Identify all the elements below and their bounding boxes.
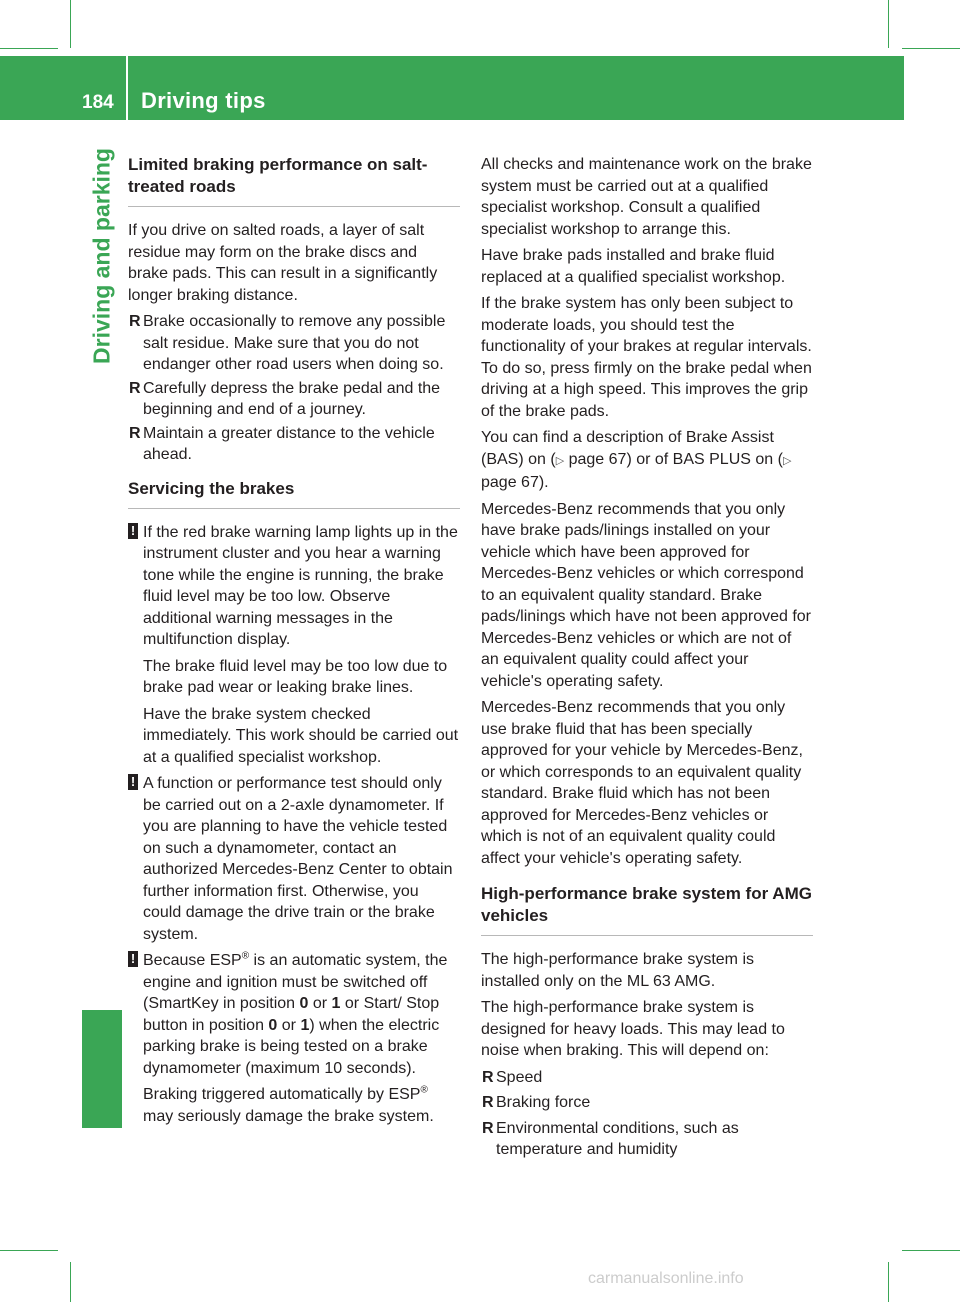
paragraph: A function or performance test should only be carried out on a 2-axle dynamometer. If you are planning to have the vehicle tested on such a dynamometer, contact an authorized Mercedes-Benz Center to obtain further information first. Otherwise, you could damage the drive train or the brake system. <box>143 775 453 943</box>
paragraph: If you drive on salted roads, a layer of salt residue may form on the brake discs and brake pads. This can result in a significantly longer braking distance. <box>128 222 438 304</box>
bullet-marker: R <box>129 379 141 397</box>
right-column <box>481 154 813 1163</box>
paragraph: Because ESP® is an automatic system, the engine and ignition must be switched off (SmartKey in position 0 or 1 or Start/ Stop button in position 0 or 1) when the electric parking brake is being tested on a brake dynamometer (maximum 10 seconds). <box>143 950 448 1077</box>
header-band <box>0 56 904 120</box>
warning-note <box>128 522 460 769</box>
paragraph: Mercedes-Benz recommends that you only use brake fluid that has been specially approved for your vehicle by Mercedes-Benz, or which corresponds to an equivalent quality standard. Brake fluid which has not been approved for Mercedes-Benz vehicles or which is not of an equivalent quality could affect your vehicle's operating safety. <box>481 699 803 867</box>
paragraph: If the red brake warning lamp lights up in the instrument cluster and you hear a warning tone while the engine is running, the brake fluid level may be too low. Observe additional warning messages in the multifunction display. <box>143 523 458 648</box>
page-reference-arrow-icon: ▷ <box>782 454 792 467</box>
section-heading: High-performance brake system for AMG vehicles <box>481 883 813 936</box>
list-item: R Brake occasionally to remove any possible salt residue. Make sure that you do not endanger other road users when doing so. <box>129 313 446 373</box>
crop-mark <box>70 1262 71 1302</box>
page-number: 184 <box>82 92 114 113</box>
paragraph: You can find a description of Brake Assist (BAS) on (▷ page 67) or of BAS PLUS on (▷ page 67). <box>481 429 792 491</box>
paragraph: Braking triggered automatically by ESP® may seriously damage the brake system. <box>143 1084 434 1125</box>
section-heading: Servicing the brakes <box>128 478 460 509</box>
paragraph: The brake fluid level may be too low due to brake pad wear or leaking brake lines. <box>143 657 448 696</box>
crop-mark <box>902 48 960 49</box>
crop-mark <box>888 0 889 48</box>
bullet-marker: R <box>129 313 141 330</box>
page-reference-arrow-icon: ▷ <box>555 454 565 467</box>
paragraph: Have the brake system checked immediately. This work should be carried out at a qualified specialist workshop. <box>143 705 459 766</box>
left-column <box>128 154 460 1132</box>
crop-mark <box>902 1250 960 1251</box>
list-item: R Carefully depress the brake pedal and the beginning and end of a journey. <box>129 379 441 418</box>
paragraph: All checks and maintenance work on the brake system must be carried out at a qualified specialist workshop. Consult a qualified specialist workshop to arrange this. <box>481 156 812 238</box>
bullet-marker: R <box>482 1094 494 1111</box>
sidebar-section-label: Driving and parking <box>88 148 115 364</box>
crop-mark <box>0 48 58 49</box>
warning-note <box>128 773 460 945</box>
crop-mark <box>0 1250 58 1251</box>
warning-note <box>128 950 460 1127</box>
header-divider <box>126 56 128 120</box>
warning-icon: ! <box>128 951 138 967</box>
warning-icon: ! <box>128 774 138 790</box>
list-item: R Braking force <box>481 1092 813 1114</box>
paragraph: Have brake pads installed and brake fluid replaced at a qualified specialist workshop. <box>481 247 786 286</box>
list-item: R Speed <box>481 1067 813 1089</box>
watermark: carmanualsonline.info <box>588 1270 744 1287</box>
paragraph: Mercedes-Benz recommends that you only have brake pads/linings installed on your vehicle which have been approved for Mercedes-Benz vehicles or which correspond to an equivalent quality standard. Brake pads/linings which have not been approved for Mercedes-Benz vehicles or which are not of an equivalent quality could affect your vehicle's operating safety. <box>481 500 811 690</box>
list-item: R Environmental conditions, such as temperature and humidity <box>482 1119 739 1158</box>
paragraph: If the brake system has only been subject to moderate loads, you should test the functionality of your brakes at regular intervals. To do so, press firmly on the brake pedal when driving at a high speed. This improves the grip of the brake pads. <box>481 295 812 420</box>
crop-mark <box>70 0 71 48</box>
bullet-marker: R <box>482 1068 494 1086</box>
paragraph: The high-performance brake system is designed for heavy loads. This may lead to noise when braking. This will depend on: <box>481 999 785 1059</box>
paragraph: The high-performance brake system is installed only on the ML 63 AMG. <box>481 951 754 990</box>
bullet-marker: R <box>129 424 141 442</box>
page-title: Driving tips <box>141 88 266 113</box>
warning-icon: ! <box>128 523 138 539</box>
list-item: R Maintain a greater distance to the vehicle ahead. <box>129 424 435 463</box>
crop-mark <box>888 1262 889 1302</box>
section-heading: Limited braking performance on salt-treated roads <box>128 154 460 207</box>
bullet-marker: R <box>482 1119 494 1137</box>
sidebar-tab-marker <box>82 1010 122 1128</box>
